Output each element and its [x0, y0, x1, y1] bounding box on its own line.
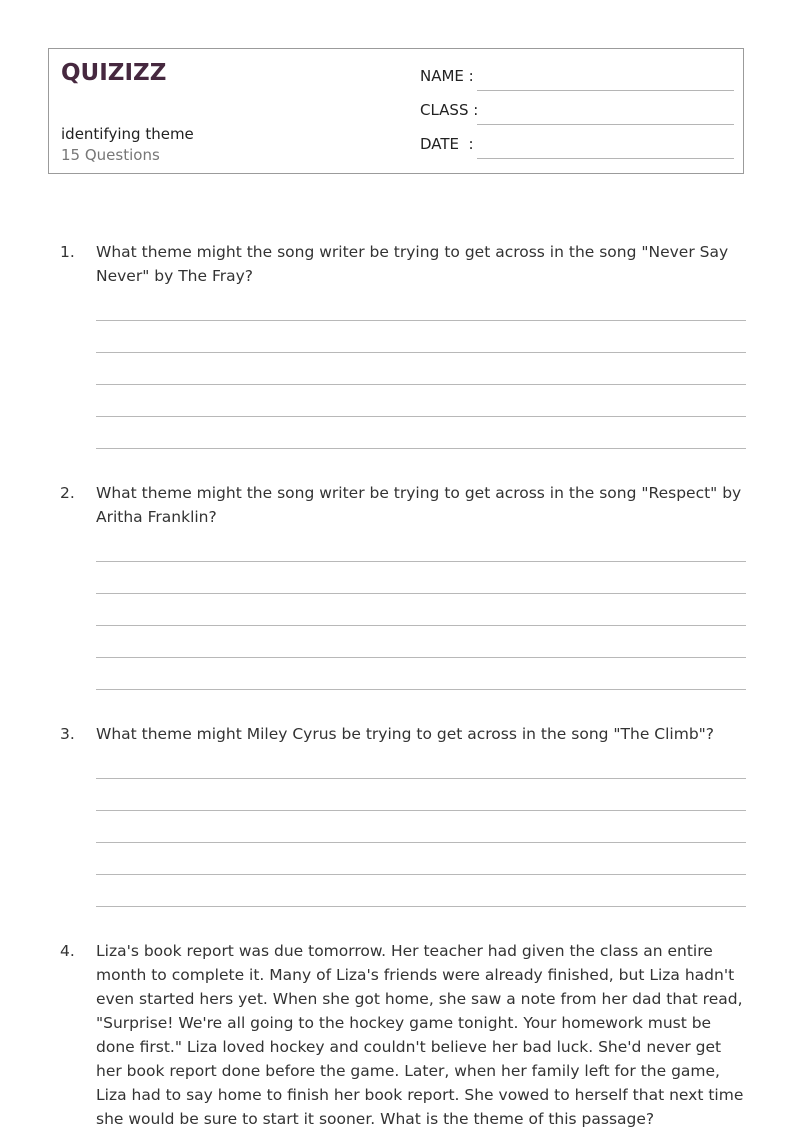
- answer-line[interactable]: [96, 593, 746, 594]
- worksheet-title: identifying theme: [61, 125, 194, 143]
- question-text: What theme might Miley Cyrus be trying to get across in the song "The Climb"?: [96, 725, 715, 743]
- svg-text:QUIZIZZ: QUIZIZZ: [61, 60, 167, 86]
- date-field[interactable]: [420, 135, 734, 159]
- answer-line[interactable]: [96, 416, 746, 417]
- class-field[interactable]: [420, 101, 734, 125]
- class-label: CLASS :: [420, 101, 479, 119]
- question-text: What theme might the song writer be trying to get across in the song "Respect" by Aritha Franklin?: [96, 484, 742, 526]
- question-text: Liza's book report was due tomorrow. Her teacher had given the class an entire month to complete it. Many of Liza's friends were already finished, but Liza hadn't even started hers yet. When she got home, she saw a note from her dad that read, "Surprise! We're all going to the hockey game tonight. Your homework must be done first." Liza loved hockey and couldn't believe her bad luck. She'd never get her book report done before the game. Later, when her family left for the game, Liza had to say home to finish her book report. She vowed to herself that next time she would be sure to start it sooner. What is the theme of this passage?: [96, 942, 744, 1128]
- answer-line[interactable]: [96, 842, 746, 843]
- answer-line[interactable]: [96, 874, 746, 875]
- name-label: NAME :: [420, 67, 474, 85]
- date-label: DATE :: [420, 135, 474, 153]
- answer-line[interactable]: [96, 352, 746, 353]
- answer-line[interactable]: [96, 320, 746, 321]
- question-number: 3.: [60, 725, 75, 743]
- question-number: 2.: [60, 484, 75, 502]
- answer-line[interactable]: [96, 625, 746, 626]
- answer-line[interactable]: [96, 689, 746, 690]
- answer-line[interactable]: [96, 657, 746, 658]
- name-field[interactable]: [420, 67, 734, 91]
- answer-line[interactable]: [96, 810, 746, 811]
- name-line[interactable]: [477, 90, 734, 91]
- question-number: 4.: [60, 942, 75, 960]
- quizizz-logo: [61, 57, 167, 87]
- answer-line[interactable]: [96, 448, 746, 449]
- worksheet-header: [48, 48, 744, 174]
- answer-line[interactable]: [96, 778, 746, 779]
- question-count: 15 Questions: [61, 146, 160, 164]
- date-line[interactable]: [477, 158, 734, 159]
- answer-line[interactable]: [96, 561, 746, 562]
- answer-line[interactable]: [96, 906, 746, 907]
- answer-line[interactable]: [96, 384, 746, 385]
- question-text: What theme might the song writer be trying to get across in the song "Never Say Never" by The Fray?: [96, 243, 729, 285]
- class-line[interactable]: [477, 124, 734, 125]
- question-number: 1.: [60, 243, 75, 261]
